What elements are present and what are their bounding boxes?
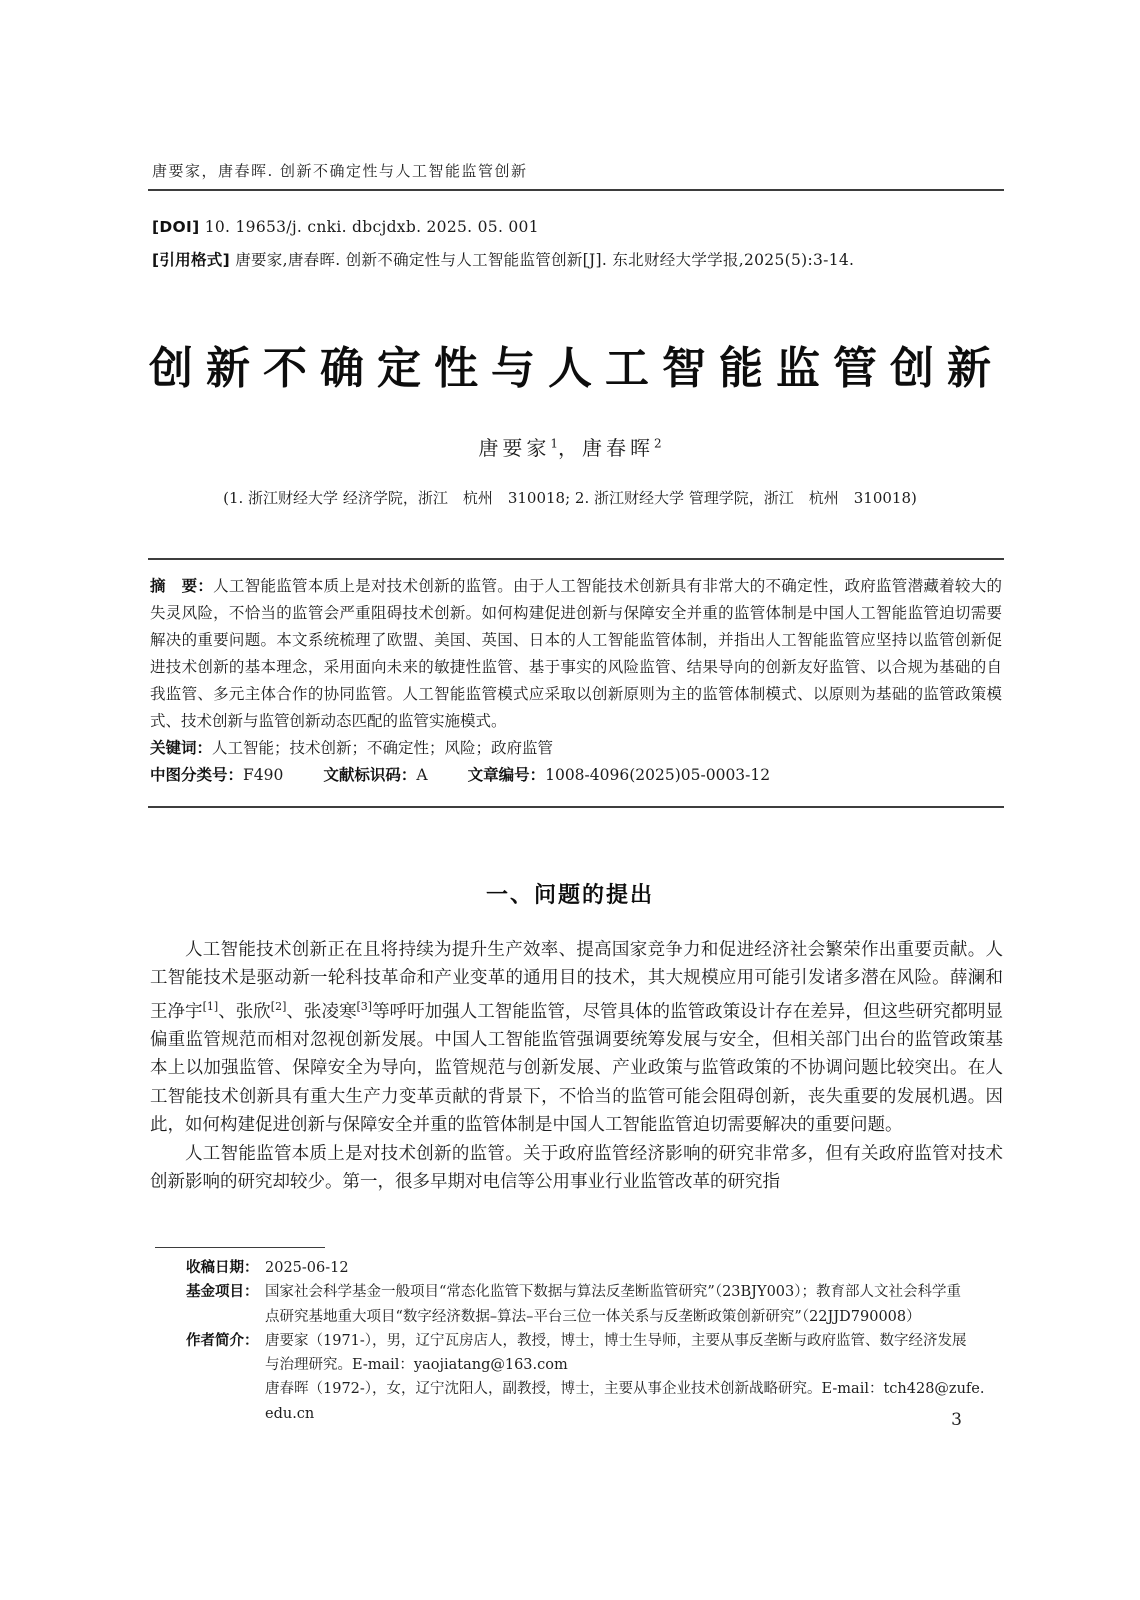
doi-label: [DOI] xyxy=(152,218,200,236)
authors-line xyxy=(0,432,1140,461)
author-2: 唐春晖 xyxy=(582,436,654,460)
article-id-value: 1008-4096(2025)05-0003-12 xyxy=(545,766,771,784)
funding-entry xyxy=(186,1280,1008,1329)
paragraph-text: 等呼吁加强人工智能监管，尽管具体的监管政策设计存在差异，但这些研究都明显偏重监管规范而相对忽视创新发展。中国人工智能监管强调要统筹发展与安全，但相关部门出台的监管政策基本上以加强监管、保障安全为导向，监管规范与创新发展、产业政策与监管政策的不协调问题比较突出。在人工智能技术创新具有重大生产力变革贡献的背景下，不恰当的监管可能会阻碍创新，丧失重要的发展机遇。因此，如何构建促进创新与保障安全并重的监管体制是中国人工智能监管迫切需要解决的重要问题。 xyxy=(150,1001,1004,1136)
abstract-block xyxy=(148,558,1004,808)
footnote-line: 2025-06-12 xyxy=(265,1260,349,1276)
affiliation-line: (1. 浙江财经大学 经济学院，浙江 杭州 310018; 2. 浙江财经大学 管理学院，浙江 杭州 310018) xyxy=(223,489,917,507)
author-bio-entry xyxy=(186,1329,1008,1426)
footnote-line: edu.cn xyxy=(265,1405,315,1422)
received-date-entry xyxy=(186,1256,1008,1280)
footnote-line: 与治理研究。E-mail：yaojiatang@163.com xyxy=(265,1357,568,1374)
clc-number-label: 中图分类号： xyxy=(150,766,244,784)
paragraph-text: 、张欣 xyxy=(218,1001,271,1022)
document-code-value: A xyxy=(416,766,428,784)
funding-value xyxy=(265,1280,1008,1329)
section-heading: 一、问题的提出 xyxy=(485,883,654,908)
article-id-label: 文章编号： xyxy=(467,766,546,784)
keywords-line xyxy=(150,735,1002,762)
citation-value: 唐要家,唐春晖. 创新不确定性与人工智能监管创新[J]. 东北财经大学学报,2025(5):3-14. xyxy=(235,251,855,269)
article-body xyxy=(150,936,1003,1196)
paragraph-text: 人工智能技术创新正在且将持续为提升生产效率、提高国家竞争力和促进经济社会繁荣作出重要贡献。人工智能技术是驱动新一轮科技革命和产业变革的通用目的技术，其大规模应用可能引发诸多潜在风险。薛澜和王净宇 xyxy=(150,940,1003,1022)
paragraph-text: 、张凌寒 xyxy=(286,1001,357,1022)
abstract-text: 人工智能监管本质上是对技术创新的监管。由于人工智能技术创新具有非常大的不确定性，政府监管潜藏着较大的失灵风险，不恰当的监管会严重阻碍技术创新。如何构建促进创新与保障安全并重的监管体制是中国人工智能监管迫切需要解决的重要问题。本文系统梳理了欧盟、美国、英国、日本的人工智能监管体制，并指出人工智能监管应坚持以监管创新促进技术创新的基本理念，采用面向未来的敏捷性监管、基于事实的风险监管、结果导向的创新友好监管、以合规为基础的自我监管、多元主体合作的协同监管。人工智能监管模式应采取以创新原则为主的监管体制模式、以原则为基础的监管政策模式、技术创新与监管创新动态匹配的监管实施模式。 xyxy=(150,577,1002,730)
footnote-line: 点研究基地重大项目“数字经济数据–算法–平台三位一体关系与反垄断政策创新研究”（22JJD790008） xyxy=(265,1308,921,1325)
footnote-line: 唐春晖（1972-），女，辽宁沈阳人，副教授，博士，主要从事企业技术创新战略研究。E-mail：tch428@zufe. xyxy=(265,1381,985,1398)
author-bio-label: 作者简介： xyxy=(186,1332,259,1349)
footnote-line: 国家社会科学基金一般项目“常态化监管下数据与算法反垄断监管研究”（23BJY003）；教育部人文社会科学重 xyxy=(265,1284,961,1301)
clc-line xyxy=(150,762,1002,789)
reference-sup-3: [3] xyxy=(356,999,373,1013)
clc-number-value: F490 xyxy=(243,766,284,784)
authors-separator: ， xyxy=(558,436,582,460)
abstract-label: 摘 要： xyxy=(150,577,214,595)
citation-line xyxy=(152,248,854,270)
body-paragraph-2: 人工智能监管本质上是对技术创新的监管。关于政府监管经济影响的研究非常多，但有关政府监管对技术创新影响的研究却较少。第一，很多早期对电信等公用事业行业监管改革的研究指 xyxy=(150,1143,1003,1193)
page-number: 3 xyxy=(951,1410,962,1430)
abstract-paragraph xyxy=(150,573,1002,735)
received-date-value xyxy=(265,1256,1008,1280)
header-divider xyxy=(148,189,1004,191)
author-1-affil-sup: 1 xyxy=(550,436,558,451)
body-paragraph-1 xyxy=(150,936,1003,1140)
footnote-line: 唐要家（1971-），男，辽宁瓦房店人，教授，博士，博士生导师，主要从事反垄断与政府监管、数字经济发展 xyxy=(265,1332,967,1349)
citation-label: [引用格式] xyxy=(152,251,230,269)
keywords-text: 人工智能；技术创新；不确定性；风险；政府监管 xyxy=(212,739,554,757)
received-date-label: 收稿日期： xyxy=(186,1260,259,1276)
doi-value: 10. 19653/j. cnki. dbcjdxb. 2025. 05. 001 xyxy=(204,218,539,236)
doi-line xyxy=(152,218,539,236)
funding-label: 基金项目： xyxy=(186,1284,259,1301)
author-1: 唐要家 xyxy=(478,436,551,460)
author-bio-value xyxy=(265,1329,1008,1426)
running-header: 唐要家，唐春晖. 创新不确定性与人工智能监管创新 xyxy=(152,162,528,180)
footnotes-block xyxy=(186,1256,1008,1426)
reference-sup-1: [1] xyxy=(202,999,219,1013)
reference-sup-2: [2] xyxy=(270,999,287,1013)
author-2-affil-sup: 2 xyxy=(654,436,662,451)
footnote-divider xyxy=(155,1247,325,1248)
article-title: 创新不确定性与人工智能监管创新 xyxy=(149,343,1004,394)
document-code-label: 文献标识码： xyxy=(323,766,417,784)
keywords-label: 关键词： xyxy=(150,739,213,757)
